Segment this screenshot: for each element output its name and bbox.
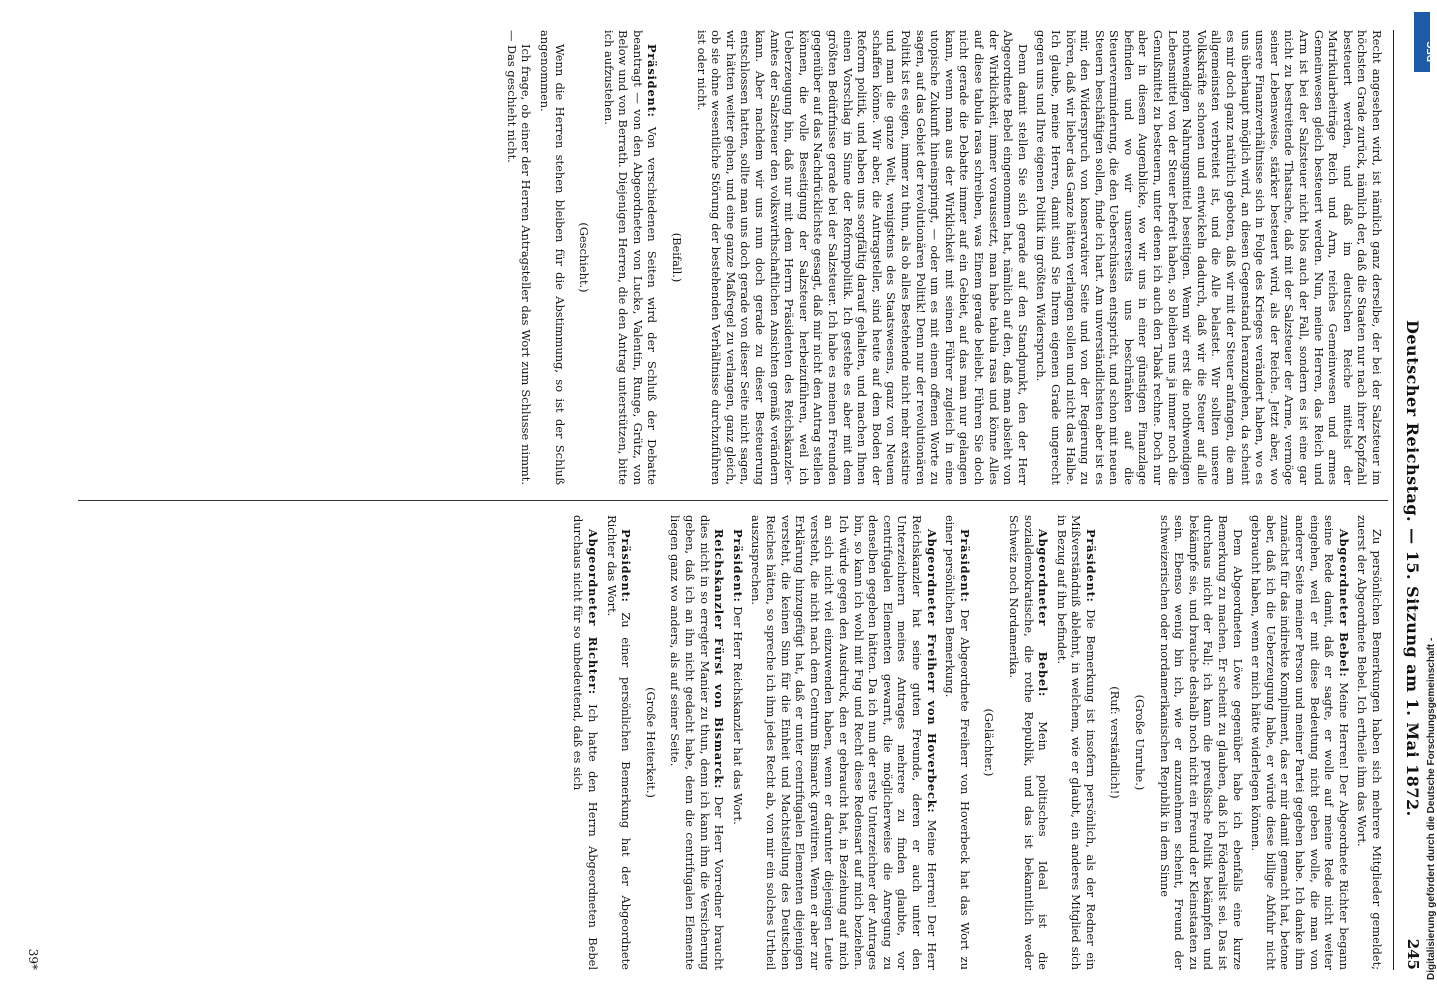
paragraph — [943, 515, 972, 970]
paragraph — [571, 515, 600, 970]
paragraph-text: Meine Herren! Der Abgeordnete Richter begann seine Rede damit, daß er sagte, er wolle auf meine Rede nicht weiter eingehen, weil er mit diese Bedeutung nicht geben wolle, die man von anderer Seite meiner Person und meiner Partei gegeben habe. Ich danke ihm zunächst für das indirekte Kompliment, das er mir damit gemacht hat, betone aber, daß ich die Ueberzeugung habe, er würde diese billige Abfuhr nicht gebraucht haben, wenn er mich hätte widerlegen können. — [1249, 515, 1351, 971]
paragraph-text: Mein politisches Ideal ist die sozialdemokratische, die rothe Republik, und das ist bekanntlich weder Schweiz noch Nordamerika. — [1006, 515, 1051, 970]
paragraph — [604, 515, 633, 970]
stage-direction: (Große Unruhe.) — [1133, 694, 1148, 791]
paragraph-text: Der Abgeordnete Freiherr von Hoverbeck hat das Wort zu einer persönlichen Bemerkung. — [943, 515, 972, 971]
speaker-name: Abgeordneter Richter: — [586, 529, 601, 695]
paragraph-text: Der Herr Reichskanzler hat das Wort. — [730, 606, 745, 825]
credit-text: Digitalisierung gefördert durch die Deutsche Forschungsgemeinschaft - — [1426, 637, 1437, 980]
stage-direction: (Große Heiterkeit.) — [643, 687, 658, 798]
speaker-name: Reichskanzler Fürst von Bismarck: — [712, 529, 727, 790]
paragraph: Wenn die Herren stehen bleiben für die Abstimmung, so ist der Schluß angenommen. — [537, 30, 567, 485]
stage-direction: (Geschieht.) — [577, 222, 592, 293]
stage-direction: (Beifall.) — [670, 232, 685, 283]
digitization-credit — [1414, 120, 1437, 980]
stage-direction: (Ruf: verständlich!) — [1108, 686, 1123, 799]
paragraph — [749, 515, 939, 970]
paragraph — [1054, 515, 1098, 970]
paragraph-text: Der Herr Vorredner braucht dies nicht in so erregter Manier zu thun, denn ich kann ihm die Versicherung geben, daß ich an ihn nicht gedacht habe, denn die centrifugalen Elemente liegen ganz wo anders, als auf seiner Seite. — [668, 515, 727, 971]
paragraph-text: Von verschiedenen Seiten wird der Schluß der Debatte beantragt — von den Abgeordneten von Lucke, Valentin, Runge, Grütz, von Below und von Berrath. Diejenigen Herren, die den Antrag unterstützen, bitte ich aufzustehen. — [601, 30, 660, 485]
paragraph — [668, 515, 726, 970]
stage-direction: (Gelächter.) — [982, 708, 997, 777]
paragraph — [1006, 515, 1050, 970]
speaker-name: Präsident: — [645, 44, 660, 118]
paragraph — [730, 515, 745, 970]
page-number: 245 — [1404, 938, 1422, 970]
speaker-name: Präsident: — [730, 529, 745, 603]
left-column — [500, 30, 1384, 485]
paragraph-text: Meine Herren! Der Herr Reichskanzler hat seine guten Freunde, deren er auch unter den Unterzeichnern meines Antrages mehrere zu finden glaubte, vor centrifugalen Elementen gewarnt, die möglicherweise die Anregung zu denselben gegeben hätten. Da ich nun der erste Unterzeichner der Antrages bin, so kann ich wohl mit Fug und Recht diese Redensart auf mich beziehen. Ich würde gegen den Ausdruck, den er gebraucht hat, in Beziehung auf mich an sich nicht viel einzuwenden haben, wenn er darunter diejenigen Leute versteht, die nicht nach dem Centrum Bismarck gravitiren. Wenn er aber zur Erklärung hinzugefügt hat, daß er unter centrifugalen Elementen diejenigen versteht, die keinen Sinn für die Einheit und Machtstellung des Deutschen Reiches hätten, so spreche ich ihm jedes Recht ab, von mir ein solches Urtheil auszusprechen. — [749, 515, 939, 970]
signature-mark: 39* — [26, 948, 40, 970]
speaker-name: Abgeordneter Bebel: — [1036, 529, 1051, 697]
logo-text: DFG — [1426, 40, 1437, 62]
paragraph-text: Zu einer persönlichen Bemerkung hat der Abgeordnete Richter das Wort. — [604, 515, 634, 970]
paragraph: Denn damit stellen Sie sich gerade auf den Standpunkt, den der Herr Abgeordnete Bebel eingenommen hat, nämlich auf den, daß man absieht von der Wirklichkeit, immer voraussetzt, man habe tabula rasa und könne Alles auf diese tabula rasa schreiben, was Einem gerade beliebt. Führen Sie doch nicht gerade die Debatte immer auf ein Gebiet, auf das man nur gelangen kann, wenn man aus der Wirklichkeit mit seinen Führer zugleich in eine utopische Zukunft hineinspringt, — oder um es mit einem offenen Worte zu sagen, auf das Gebiet der revolutionären Politik! Denn nur der revolutionären Politik ist es eigen, immer zu thun, als ob alles Bestehende nicht mehr existire und man die ganze Welt, wenigstens des Staatswesens, ganz von Neuem schaffen könne. Wir aber, die Antragsteller, sind heute auf dem Boden der Reform politik, und haben uns sorgfältig darauf gehalten, und machen Ihnen einen Vorschlag im Sinne der Reformpolitik. Ich gestehe es aber mit dem größten Bedürfnisse gerade bei der Salzsteuer. Ich habe es meinen Freunden gegenüber auf das Nachdrücklichste gesagt, daß mir nicht den Antrag stellen können, die volle Beseitigung der Salzsteuer herbeizuführen, weil ich Ueberzeugung bin, daß nur mit dem Herrn Präsidenten des Reichskanzler-Amtes der Salzsteuer den volkswirthschaftlichen Ansichten gemäß verändern kann. Aber nachdem wir uns nun doch gerade zu dieser Besteuerung entschlossen hatten, sollte man uns doch gerade von dieser Seite nicht sagen, wir hätten weiter gehen, und eine ganze Maßregel zu verlangen, ganz gleich, ob sie ohne wesentliche Störung der bestehenden Verhältnisse durchzuführen ist oder nicht. — [694, 30, 1030, 485]
paragraph: Zu persönlichen Bemerkungen haben sich mehrere Mitglieder gemeldet; zuerst der Abgeordnete Bebel. Ich ertheile ihm das Wort. — [1355, 515, 1384, 970]
right-column — [567, 515, 1384, 970]
dfg-logo — [1414, 12, 1437, 72]
paragraph-text: Ich hatte den Herrn Abgeordneten Bebel durchaus nicht für so unbedeutend, daß es sich — [571, 515, 601, 971]
paragraph: Dem Abgeordneten Löwe gegenüber habe ich ebenfalls eine kurze Bemerkung zu machen. Er scheint zu glauben, daß ich Föderalist sei. Das ist durchaus nicht der Fall; ich kann die preußische Politik bekämpfen und bekämpfe sie, und brauche deshalb noch nicht ein Freund der Kleinstaaten zu sein. Ebenso wenig bin ich, wie er anzunehmen scheint, Freund der schweizerischen oder nordamerikanischen Republik in dem Sinne — [1157, 515, 1245, 970]
speaker-name: Präsident: — [1083, 529, 1098, 603]
paragraph: Recht angesehen wird, ist nämlich ganz derselbe, der bei der Salzsteuer im höchsten Grade zurück, nämlich der, daß die Staaten nur nach ihrer Kopfzahl besteuert werden, und daß im deutschen Reiche mittelst der Matrikularbeiträge Reich und Arm, reiches Gemeinwesen und armes Gemeinwesen gleich besteuert werden. Nun, meine Herren, das Reich und Arm ist bei der Salzsteuer nicht blos auch der Fall, sondern es ist eine gar nicht zu bestreitende Thatsache, daß mit der Salzsteuer der Arme, vermöge seiner Lebensweise, stärker besteuert wird, als der Reiche. Jetzt aber, wo unsere Finanzverhältnisse sich in Folge des Krieges verändert haben, wo es uns überhaupt möglich wird, an diesen Gegenstand heranzugehen, da scheint es mir doch ganz natürlich geboten, daß wir mit der Steuer anfangen, die am allgemeinsten verbreitet ist, und die Alle belastet. Wir sollten unsere Volkskräfte schonen und entwickeln dadurch, daß wir die Steuer auf alle nothwendigen Nahrungsmittel beseitigen. Wenn wir erst die nothwendigen Lebensmittel von der Steuer befreit haben, so bleiben uns ja immer noch die Genußmittel zu besteuern, unter denen ich auch den Tabak rechne. Doch nur aber in diesem Augenblicke, wo wir uns in einer günstigen Finanzlage befinden und wo wir unsererseits uns beschränken auf die Steuerverminderung, die den Ueberschüssen entspricht, und schon mit neuen Steuern beschäftigen sollen, finde ich hart. Am unverständlichsten aber ist es mir, den Widerspruch von konservativer Seite und von der Regierung zu hören, daß wir lieber das Ganze hätten verlangen sollen und nicht das Halbe. Ich glaube, meine Herren, damit sind Sie Ihrem eigenen Grade ungerecht gegen uns und Ihre eigenen Politik im größten Widerspruch. — [1034, 30, 1384, 485]
speaker-name: Präsident: — [957, 529, 972, 603]
header-rule — [1393, 30, 1394, 970]
speaker-name: Präsident: — [619, 529, 634, 603]
speaker-name: Abgeordneter Freiherr von Hoverbeck: — [924, 529, 939, 814]
paragraph — [1249, 515, 1351, 970]
paragraph — [601, 30, 659, 485]
paragraph-text: Die Bemerkung ist insofern persönlich, als der Redner ein Mißverständniß ablehnt, in welchem, wie er glaubt, ein anderes Mitglied sich in Bezug auf ihn befindet. — [1054, 515, 1098, 970]
speaker-name: Abgeordneter Bebel: — [1336, 529, 1351, 678]
header-title: Deutscher Reichstag. — 15. Sitzung am 1. Mai 1872. — [1403, 320, 1422, 817]
column-divider — [78, 500, 1388, 501]
paragraph: Ich frage, ob einer der Herren Antragsteller das Wort zum Schlusse nimmt. — Das geschieht nicht. — [504, 30, 534, 485]
